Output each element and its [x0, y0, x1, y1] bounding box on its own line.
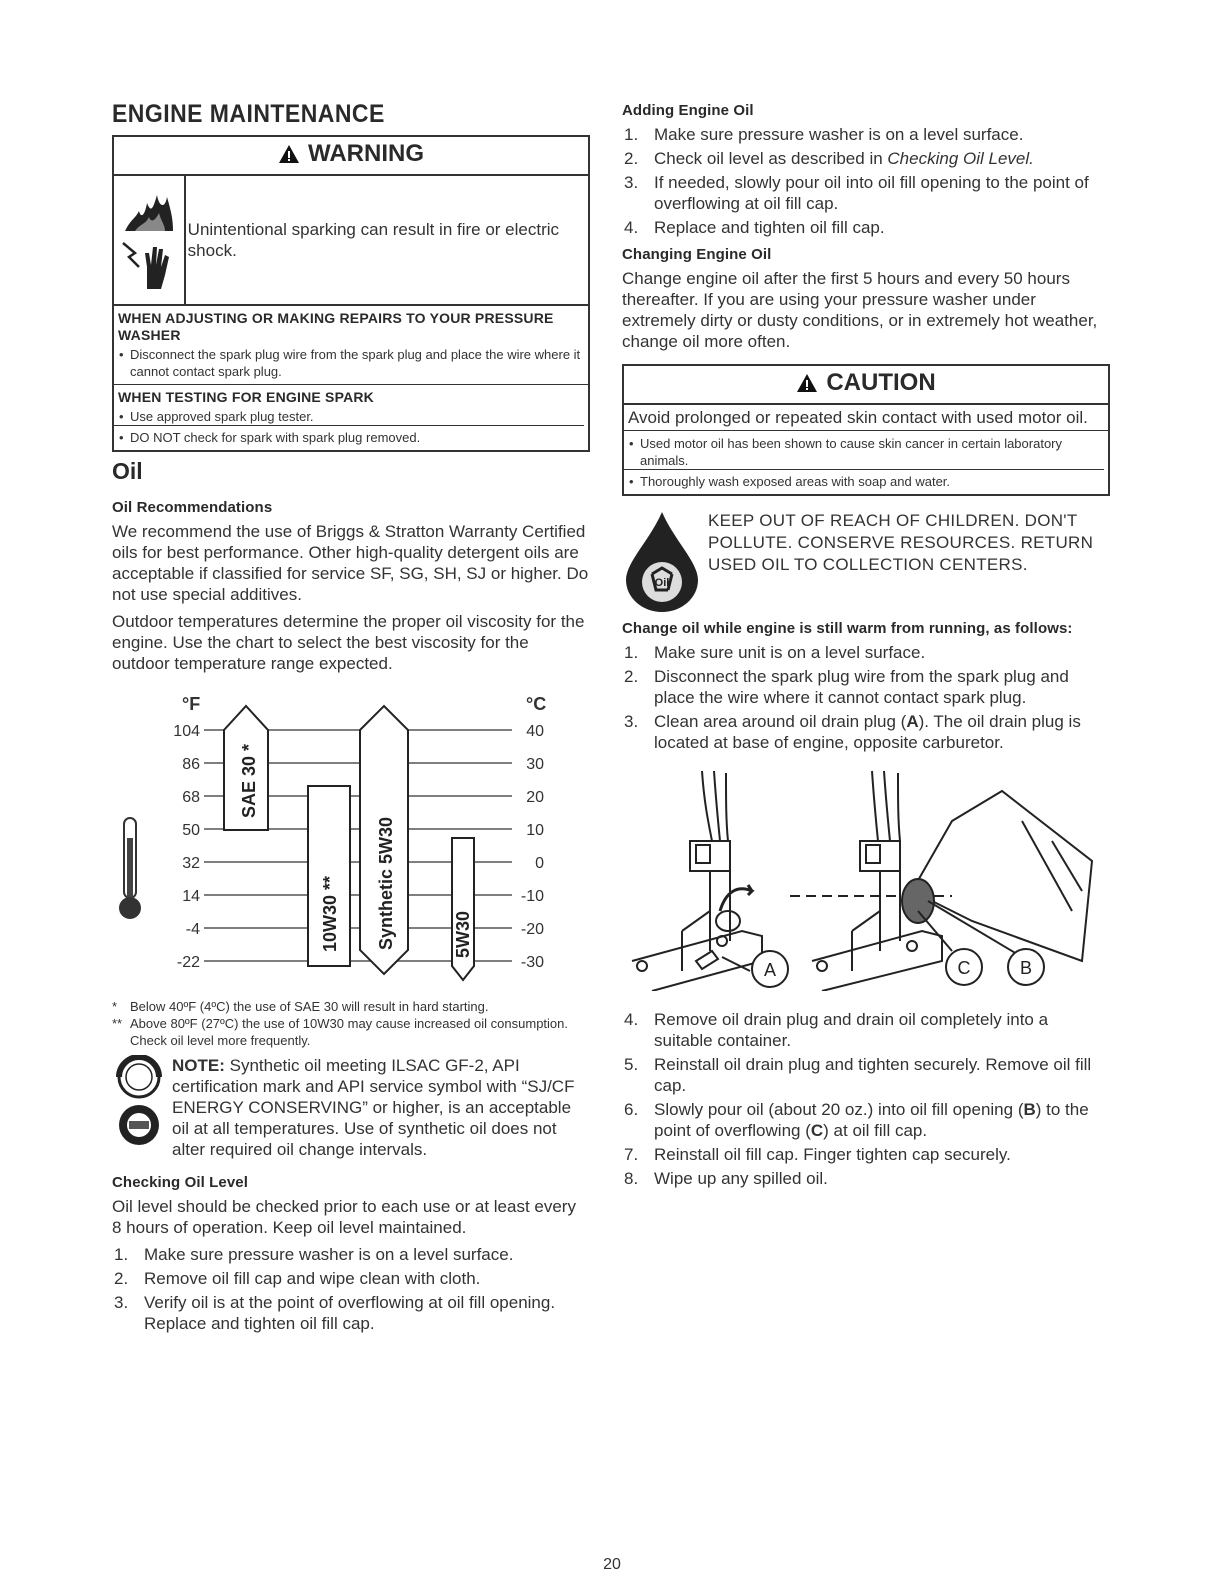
caution-message: Avoid prolonged or repeated skin contact with used motor oil.: [624, 405, 1108, 431]
step-number: 1.: [624, 643, 639, 662]
callout-a-label: A: [763, 960, 777, 980]
caution-box: [622, 364, 1110, 496]
step-item: [112, 1268, 590, 1289]
warning-bullet: • Use approved spark plug tester.: [118, 408, 584, 425]
footnote-1-text: Below 40ºF (4ºC) the use of SAE 30 will result in hard starting.: [130, 999, 489, 1014]
c-tick-label: 20: [526, 789, 544, 806]
step-item: [622, 1054, 1110, 1096]
band-synthetic-5w30: [360, 706, 408, 974]
adding-oil-steps: [622, 124, 1110, 238]
step-text: ). The oil drain plug is located at base of engine, opposite carburetor.: [654, 712, 1081, 752]
viscosity-chart-svg: [112, 688, 590, 988]
step-text: Reinstall oil drain plug and tighten securely. Remove oil fill cap.: [654, 1055, 1092, 1095]
warning-heading-spark: WHEN TESTING FOR ENGINE SPARK: [114, 384, 588, 408]
step-text: Disconnect the spark plug wire from the spark plug and place the wire where it cannot contact spark plug.: [654, 667, 1069, 707]
electric-shock-icon: [121, 239, 177, 291]
step-item: [622, 1144, 1110, 1165]
checking-oil-intro: Oil level should be checked prior to each use or at least every 8 hours of operation. Keep oil level maintained.: [112, 1197, 576, 1237]
oil-recommendations-title: Oil Recommendations: [112, 499, 273, 516]
warning-title-text: WARNING: [308, 140, 424, 167]
f-tick-label: 50: [182, 822, 200, 839]
callout-c-label: C: [957, 958, 971, 978]
callout-b-label: B: [1019, 958, 1033, 978]
band-5w30: [452, 838, 474, 980]
step-item: [622, 217, 1110, 238]
step-number: 2.: [624, 149, 639, 168]
thermometer-icon: [119, 818, 141, 919]
warning-heading-repairs: WHEN ADJUSTING OR MAKING REPAIRS TO YOUR PRESSURE WASHER: [118, 310, 554, 343]
change-procedure-steps-b: [622, 1009, 1110, 1189]
fire-icon: [121, 189, 177, 233]
warning-title: [114, 137, 588, 176]
api-certification-icon: [112, 1055, 166, 1149]
step-number: 2.: [624, 667, 639, 686]
change-procedure-title: Change oil while engine is still warm from running, as follows:: [622, 620, 1073, 637]
caution-bullet: • Thoroughly wash exposed areas with soap and water.: [624, 469, 1104, 490]
band-10w30: [308, 786, 350, 966]
unit-fahrenheit: °F: [182, 694, 201, 714]
step-number: 1.: [114, 1245, 129, 1264]
band-label-5w30: 5W30: [453, 910, 473, 958]
recycle-notice: [622, 510, 1110, 610]
step-text: ) at oil fill cap.: [823, 1121, 928, 1140]
changing-oil-intro: Change engine oil after the first 5 hours and every 50 hours thereafter. If you are using your pressure washer under extremely dirty or dusty conditions, or in extremely hot weather, change oil more often.: [622, 269, 1098, 351]
f-tick-label: 104: [173, 723, 200, 740]
page-title: ENGINE MAINTENANCE: [112, 100, 385, 128]
oil-recommendations-p2: Outdoor temperatures determine the proper oil viscosity for the engine. Use the chart to select the best viscosity for the outdoor temperature range expected.: [112, 612, 585, 673]
step-item: [112, 1244, 590, 1265]
step-item: [622, 1168, 1110, 1189]
c-tick-label: 0: [535, 855, 544, 872]
step-text: Check oil level as described in: [654, 149, 888, 168]
warning-triangle-icon: [278, 144, 300, 164]
step-item: [622, 642, 1110, 663]
step-item: [622, 1009, 1110, 1051]
step-number: 4.: [624, 218, 639, 237]
band-label-synthetic-5w30: Synthetic 5W30: [376, 816, 396, 950]
checking-oil-steps: [112, 1244, 590, 1334]
step-item: [622, 148, 1110, 169]
step-text: Verify oil is at the point of overflowing at oil fill opening. Replace and tighten oil fill cap.: [144, 1293, 556, 1333]
recycle-text: KEEP OUT OF REACH OF CHILDREN. DON'T POLLUTE. CONSERVE RESOURCES. RETURN USED OIL TO COLLECTION CENTERS.: [708, 511, 1094, 574]
step-callout-c: C: [810, 1121, 824, 1140]
left-column: [112, 100, 590, 1338]
step-number: 8.: [624, 1169, 639, 1188]
caution-title: [624, 366, 1108, 405]
step-number: 6.: [624, 1100, 639, 1119]
f-tick-label: -4: [185, 921, 200, 938]
step-text: ) to the point of overflowing (: [654, 1100, 1089, 1140]
step-callout-a: A: [906, 712, 919, 731]
c-tick-label: -20: [520, 921, 544, 938]
caution-triangle-icon: [796, 373, 818, 393]
f-tick-label: 32: [182, 855, 200, 872]
f-tick-label: 14: [182, 888, 200, 905]
footnote-1-mark: *: [112, 999, 118, 1014]
band-sae30: [224, 706, 268, 830]
step-text: Reinstall oil fill cap. Finger tighten cap securely.: [654, 1145, 1011, 1164]
step-item: [622, 1099, 1110, 1141]
step-text: If needed, slowly pour oil into oil fill opening to the point of overflowing at oil fill cap.: [654, 173, 1089, 213]
footnote-2-text: Above 80ºF (27ºC) the use of 10W30 may cause increased oil consumption. Check oil level more frequently.: [130, 1016, 569, 1048]
step-callout-b: B: [1023, 1100, 1036, 1119]
engine-left-view: [632, 771, 762, 991]
c-tick-label: -30: [520, 954, 544, 971]
step-item: [112, 1292, 590, 1334]
step-text: Make sure pressure washer is on a level surface.: [144, 1245, 514, 1264]
step-number: 5.: [624, 1055, 639, 1074]
oil-viscosity-chart: [112, 688, 590, 988]
oil-bottle: [902, 791, 1092, 961]
c-tick-label: 30: [526, 756, 544, 773]
step-text: Wipe up any spilled oil.: [654, 1169, 828, 1188]
band-label-sae30: SAE 30 *: [239, 743, 259, 818]
oil-recommendations-p1: We recommend the use of Briggs & Stratton Warranty Certified oils for best performance. Other high-quality detergent oils are acceptable if classified for service SF, SG, SH, SJ or higher. Do not use special additives.: [112, 522, 589, 604]
warning-bullet: • Disconnect the spark plug wire from the spark plug and place the wire where it cannot contact spark plug.: [118, 346, 584, 380]
engine-right-view: [790, 771, 952, 991]
changing-oil-title: Changing Engine Oil: [622, 246, 772, 263]
unit-celsius: °C: [526, 694, 547, 714]
warning-icons: [114, 176, 186, 304]
c-tick-label: 10: [526, 822, 544, 839]
step-number: 3.: [624, 712, 639, 731]
step-text: Remove oil fill cap and wipe clean with cloth.: [144, 1269, 481, 1288]
caution-title-text: CAUTION: [826, 369, 936, 396]
engine-diagram-svg: [622, 761, 1110, 991]
f-tick-label: 86: [182, 756, 200, 773]
oil-drop-label: Oil: [654, 577, 670, 589]
step-text-reference: Checking Oil Level.: [887, 149, 1034, 168]
step-text: Replace and tighten oil fill cap.: [654, 218, 885, 237]
warning-bullets-repairs: [114, 346, 588, 384]
step-item: [622, 124, 1110, 145]
note-icons: [112, 1055, 166, 1154]
warning-message: Unintentional sparking can result in fire or electric shock.: [187, 220, 560, 260]
step-number: 1.: [624, 125, 639, 144]
step-text: Make sure pressure washer is on a level surface.: [654, 125, 1024, 144]
footnote-2: [112, 1015, 590, 1049]
step-number: 7.: [624, 1145, 639, 1164]
checking-oil-title: Checking Oil Level: [112, 1174, 249, 1191]
band-label-10w30: 10W30 **: [320, 875, 340, 952]
step-number: 3.: [624, 173, 639, 192]
page-number: 20: [603, 1556, 621, 1573]
warning-box: [112, 135, 590, 452]
adding-oil-title: Adding Engine Oil: [622, 102, 754, 119]
right-column: [622, 100, 1110, 1193]
step-text: Clean area around oil drain plug (: [654, 712, 907, 731]
caution-bullet: • Used motor oil has been shown to cause skin cancer in certain laboratory animals.: [628, 435, 1104, 469]
step-item: [622, 666, 1110, 708]
warning-body: [114, 176, 588, 306]
c-tick-label: 40: [526, 723, 544, 740]
warning-bullets-spark: [114, 408, 588, 450]
step-text: Make sure unit is on a level surface.: [654, 643, 926, 662]
warning-bullet: • DO NOT check for spark with spark plug removed.: [114, 425, 584, 446]
note-label: NOTE:: [172, 1056, 225, 1075]
step-number: 2.: [114, 1269, 129, 1288]
oil-drain-diagram: [622, 761, 1110, 991]
footnote-2-mark: **: [112, 1016, 123, 1031]
caution-bullets: [624, 431, 1108, 494]
footnote-1: [112, 998, 590, 1015]
section-oil-title: Oil: [112, 458, 143, 484]
change-procedure-steps-a: [622, 642, 1110, 753]
oil-drop-recycle-icon: [622, 510, 702, 614]
step-text: Slowly pour oil (about 20 oz.) into oil fill opening (: [654, 1100, 1024, 1119]
step-number: 3.: [114, 1293, 129, 1312]
step-number: 4.: [624, 1010, 639, 1029]
note-text: Synthetic oil meeting ILSAC GF-2, API certification mark and API service symbol with “SJ/CF ENERGY CONSERVING” or higher, is an acceptable oil at all temperatures. Use of synthetic oil does not alter required oil change intervals.: [172, 1056, 575, 1159]
step-item: [622, 172, 1110, 214]
chart-footnotes: [112, 998, 590, 1049]
f-tick-label: 68: [182, 789, 200, 806]
step-item: [622, 711, 1110, 753]
f-tick-label: -22: [176, 954, 200, 971]
synthetic-oil-note: [112, 1055, 590, 1160]
step-text: Remove oil drain plug and drain oil completely into a suitable container.: [654, 1010, 1049, 1050]
c-tick-label: -10: [520, 888, 544, 905]
